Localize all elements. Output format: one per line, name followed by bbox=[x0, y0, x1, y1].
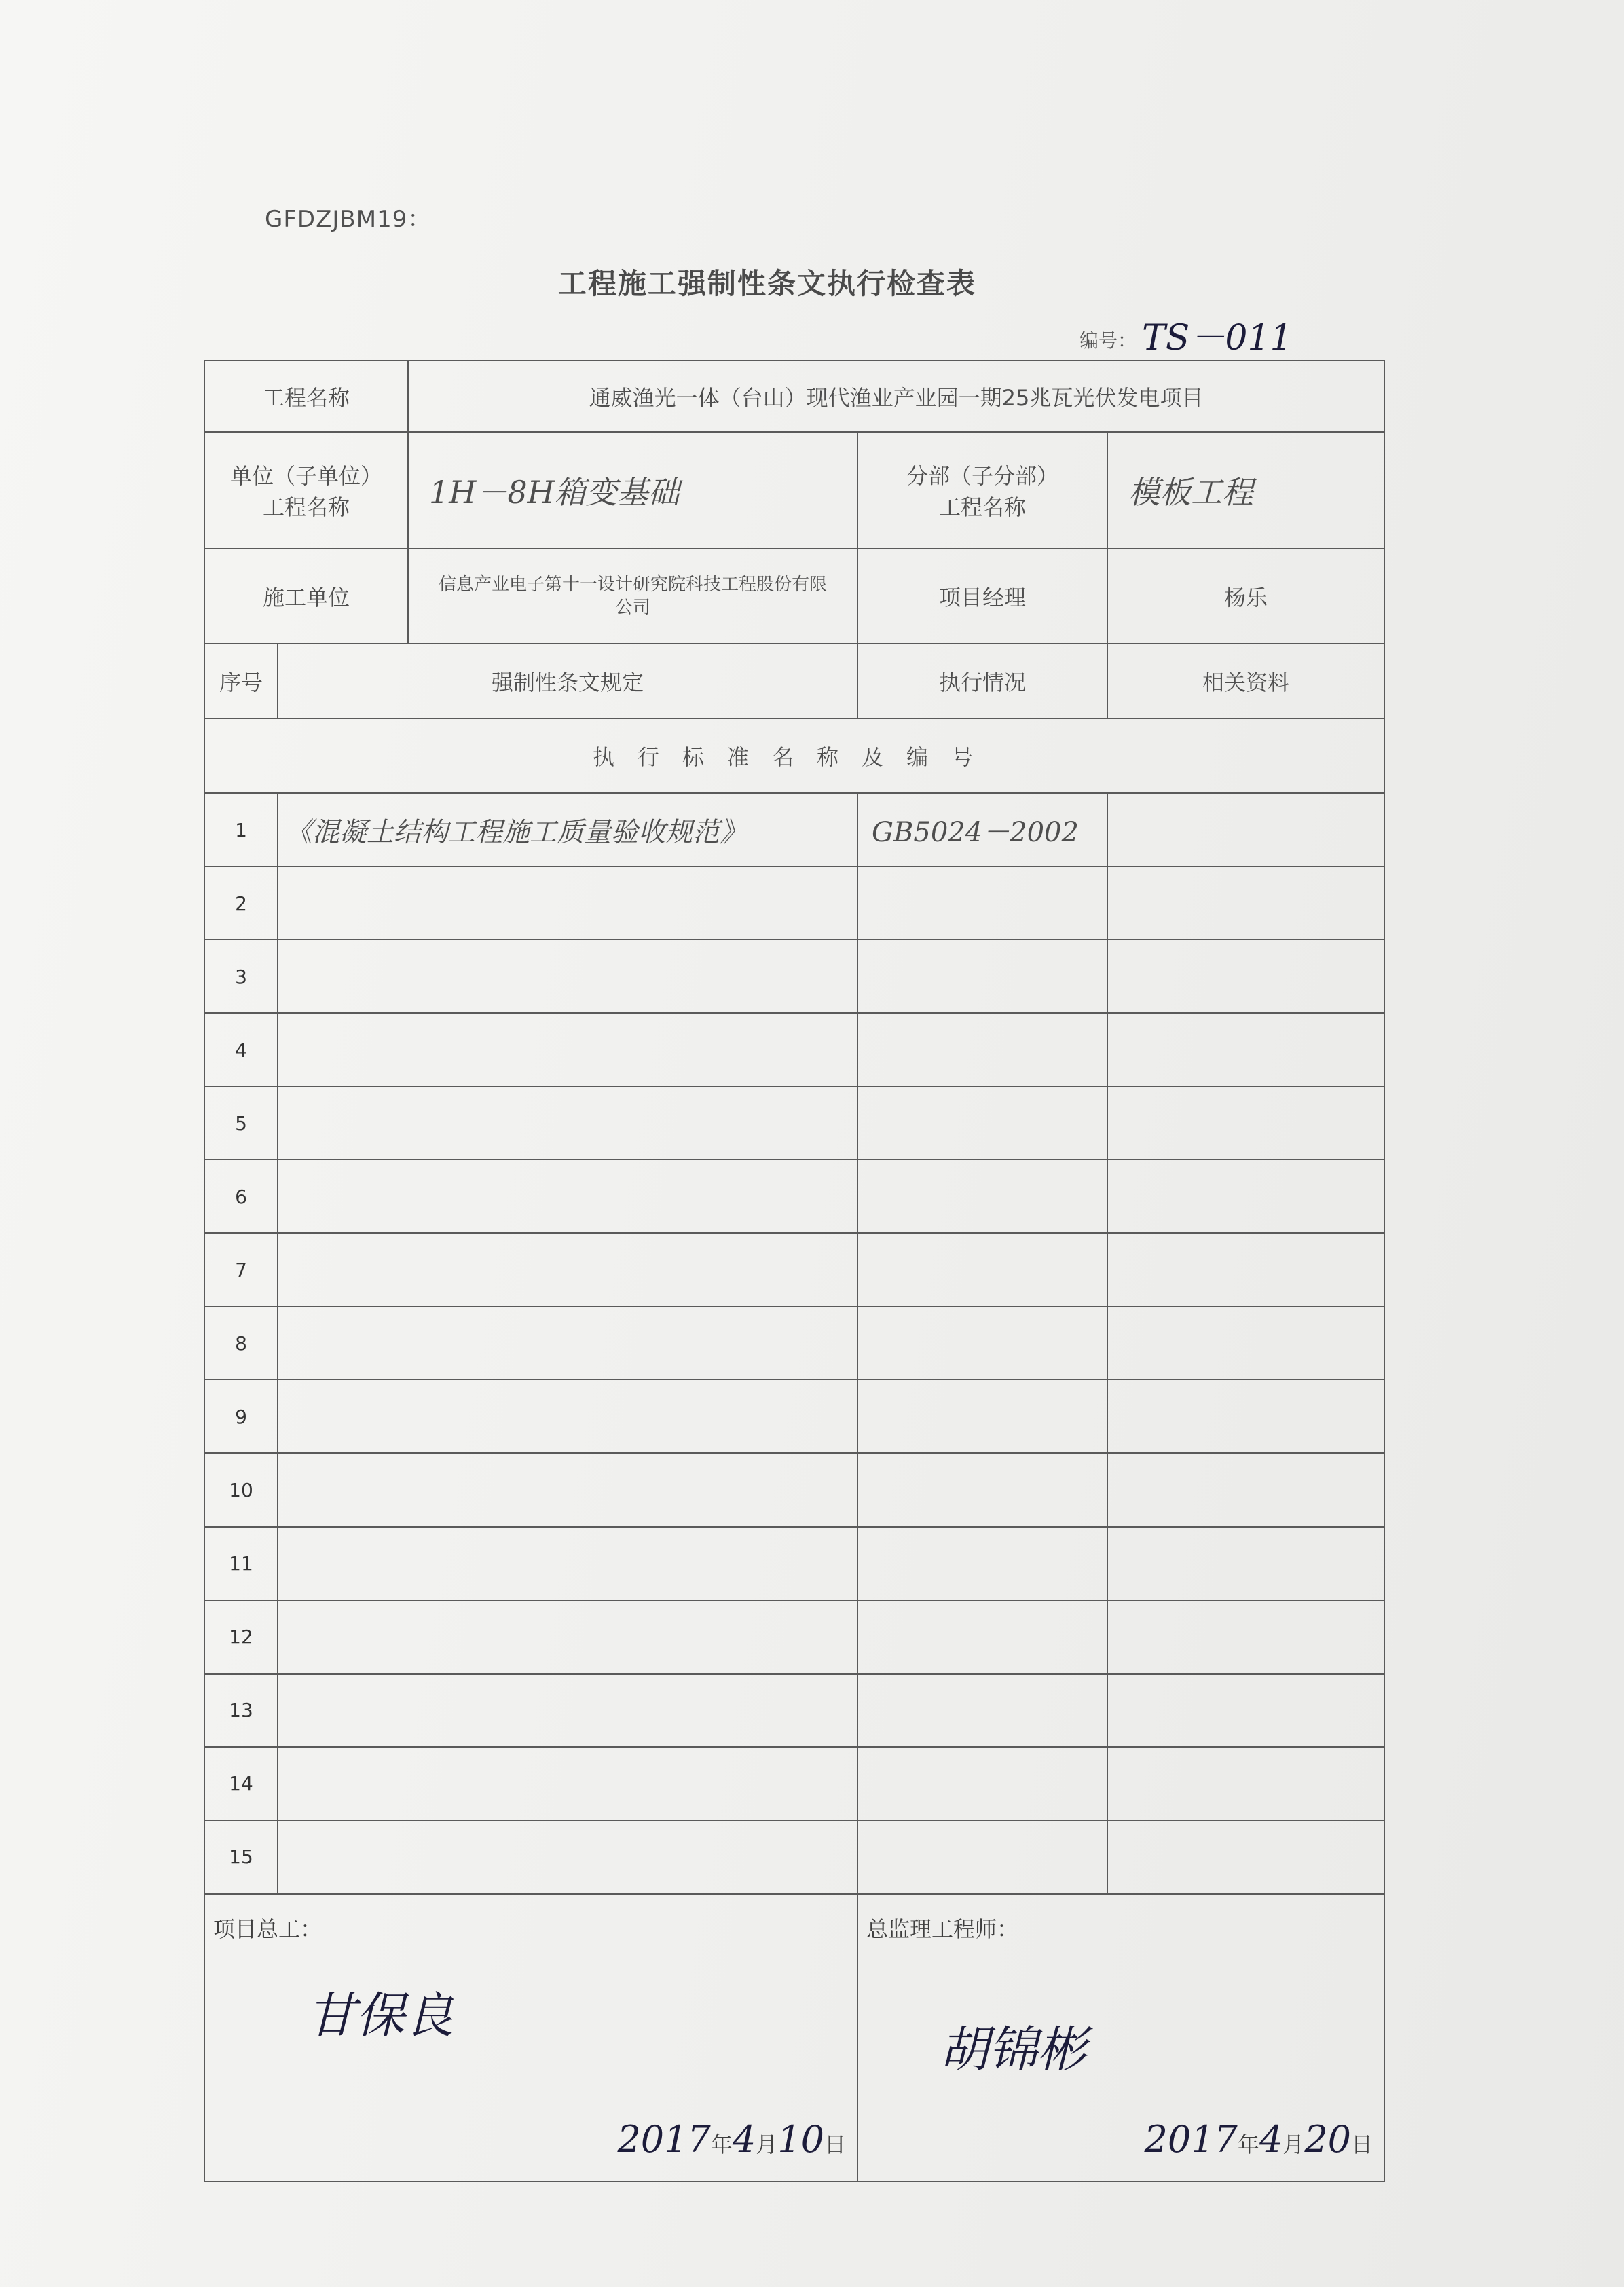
row-number: 7 bbox=[204, 1233, 278, 1306]
standard-row bbox=[204, 1306, 1384, 1380]
standard-name bbox=[278, 1674, 857, 1747]
standard-name bbox=[278, 1306, 857, 1380]
standard-code bbox=[857, 1380, 1107, 1453]
status-header: 执行情况 bbox=[857, 644, 1107, 718]
chief-supervisor-signature bbox=[857, 1894, 1384, 2182]
standard-row bbox=[204, 1674, 1384, 1747]
row-number: 15 bbox=[204, 1821, 278, 1894]
unit-label bbox=[204, 432, 408, 549]
document-number-label: 编号： bbox=[1079, 329, 1137, 352]
standard-name bbox=[278, 940, 857, 1013]
standard-docs bbox=[1107, 1013, 1384, 1086]
chief-engineer-month: 4 bbox=[732, 2118, 756, 2161]
unit-label-line1: 单位（子单位） bbox=[230, 463, 383, 490]
standard-row bbox=[204, 1086, 1384, 1160]
standard-row bbox=[204, 1233, 1384, 1306]
section-title-row bbox=[204, 718, 1384, 793]
row-number: 6 bbox=[204, 1160, 278, 1233]
row-number: 5 bbox=[204, 1086, 278, 1160]
subdivision-label bbox=[857, 432, 1107, 549]
inspection-table bbox=[204, 360, 1385, 2182]
chief-supervisor-day: 20 bbox=[1304, 2118, 1352, 2161]
standard-code bbox=[857, 1453, 1107, 1526]
standard-docs bbox=[1107, 793, 1384, 866]
contractor-label: 施工单位 bbox=[204, 549, 408, 644]
standard-row bbox=[204, 1013, 1384, 1086]
chief-supervisor-month: 4 bbox=[1259, 2118, 1283, 2161]
standard-code bbox=[857, 1747, 1107, 1821]
standard-docs bbox=[1107, 1380, 1384, 1453]
standard-name bbox=[278, 866, 857, 940]
row-number: 2 bbox=[204, 866, 278, 940]
standard-name bbox=[278, 1527, 857, 1600]
standard-docs bbox=[1107, 1527, 1384, 1600]
standard-code bbox=[857, 1821, 1107, 1894]
standard-row bbox=[204, 1160, 1384, 1233]
standard-code bbox=[857, 1306, 1107, 1380]
subdivision-value: 模板工程 bbox=[1107, 432, 1384, 549]
standard-name bbox=[278, 1821, 857, 1894]
row-number: 8 bbox=[204, 1306, 278, 1380]
row-number: 3 bbox=[204, 940, 278, 1013]
standard-name bbox=[278, 1453, 857, 1526]
month-unit: 月 bbox=[756, 2132, 778, 2157]
unit-row bbox=[204, 432, 1384, 549]
project-name-label: 工程名称 bbox=[204, 361, 408, 432]
chief-engineer-year: 2017 bbox=[617, 2118, 711, 2161]
standard-docs bbox=[1107, 1160, 1384, 1233]
standard-docs bbox=[1107, 866, 1384, 940]
standard-code bbox=[857, 1013, 1107, 1086]
manager-value: 杨乐 bbox=[1107, 549, 1384, 644]
row-number: 13 bbox=[204, 1674, 278, 1747]
standard-docs bbox=[1107, 1233, 1384, 1306]
day-unit: 日 bbox=[1351, 2132, 1373, 2157]
day-unit: 日 bbox=[824, 2132, 847, 2157]
standard-row bbox=[204, 1747, 1384, 1821]
standard-name: 《混凝土结构工程施工质量验收规范》 bbox=[278, 793, 857, 866]
standard-row bbox=[204, 1600, 1384, 1674]
row-number: 4 bbox=[204, 1013, 278, 1086]
project-row bbox=[204, 361, 1384, 432]
standard-docs bbox=[1107, 1306, 1384, 1380]
chief-engineer-day: 10 bbox=[777, 2118, 824, 2161]
standard-docs bbox=[1107, 1674, 1384, 1747]
standard-name bbox=[278, 1086, 857, 1160]
document-number-value: TS－011 bbox=[1142, 318, 1293, 359]
seq-header: 序号 bbox=[204, 644, 278, 718]
standard-code bbox=[857, 1674, 1107, 1747]
signature-row bbox=[204, 1894, 1384, 2182]
standard-docs bbox=[1107, 1747, 1384, 1821]
standard-row bbox=[204, 866, 1384, 940]
form-code: GFDZJBM19： bbox=[265, 206, 432, 233]
standard-code bbox=[857, 940, 1107, 1013]
rule-header: 强制性条文规定 bbox=[278, 644, 857, 718]
standard-docs bbox=[1107, 1086, 1384, 1160]
standard-name bbox=[278, 1380, 857, 1453]
standard-code bbox=[857, 1233, 1107, 1306]
standard-row bbox=[204, 793, 1384, 866]
standard-docs bbox=[1107, 1821, 1384, 1894]
standard-name bbox=[278, 1013, 857, 1086]
year-unit: 年 bbox=[1237, 2132, 1259, 2157]
standard-row bbox=[204, 940, 1384, 1013]
row-number: 11 bbox=[204, 1527, 278, 1600]
row-number: 10 bbox=[204, 1453, 278, 1526]
standard-code bbox=[857, 1600, 1107, 1674]
standard-row bbox=[204, 1821, 1384, 1894]
chief-supervisor-name: 胡锦彬 bbox=[940, 2020, 1087, 2078]
chief-supervisor-date bbox=[1144, 2118, 1373, 2161]
standard-name bbox=[278, 1233, 857, 1306]
standard-code bbox=[857, 1527, 1107, 1600]
header-row bbox=[204, 644, 1384, 718]
standard-docs bbox=[1107, 940, 1384, 1013]
document-number bbox=[1079, 309, 1293, 360]
unit-value: 1H－8H箱变基础 bbox=[408, 432, 857, 549]
row-number: 14 bbox=[204, 1747, 278, 1821]
month-unit: 月 bbox=[1282, 2132, 1305, 2157]
standard-row bbox=[204, 1453, 1384, 1526]
form-title: 工程施工强制性条文执行检查表 bbox=[557, 267, 976, 300]
chief-engineer-date bbox=[617, 2118, 846, 2161]
standard-code bbox=[857, 866, 1107, 940]
manager-label: 项目经理 bbox=[857, 549, 1107, 644]
subdivision-label-line2: 工程名称 bbox=[939, 494, 1027, 521]
contractor-value: 信息产业电子第十一设计研究院科技工程股份有限公司 bbox=[408, 549, 857, 644]
standard-code: GB5024－2002 bbox=[857, 793, 1107, 866]
standard-row bbox=[204, 1380, 1384, 1453]
chief-supervisor-label: 总监理工程师： bbox=[866, 1916, 1019, 1942]
standard-name bbox=[278, 1600, 857, 1674]
contractor-row bbox=[204, 549, 1384, 644]
standard-code bbox=[857, 1160, 1107, 1233]
section-title: 执行标准名称及编号 bbox=[204, 718, 1384, 793]
standard-code bbox=[857, 1086, 1107, 1160]
row-number: 9 bbox=[204, 1380, 278, 1453]
unit-label-line2: 工程名称 bbox=[263, 494, 350, 521]
chief-engineer-signature bbox=[204, 1894, 857, 2182]
project-name-value: 通威渔光一体（台山）现代渔业产业园一期25兆瓦光伏发电项目 bbox=[408, 361, 1384, 432]
chief-supervisor-year: 2017 bbox=[1144, 2118, 1238, 2161]
docs-header: 相关资料 bbox=[1107, 644, 1384, 718]
row-number: 12 bbox=[204, 1600, 278, 1674]
standard-name bbox=[278, 1747, 857, 1821]
row-number: 1 bbox=[204, 793, 278, 866]
standard-name bbox=[278, 1160, 857, 1233]
standard-docs bbox=[1107, 1600, 1384, 1674]
chief-engineer-label: 项目总工： bbox=[213, 1916, 322, 1942]
standard-docs bbox=[1107, 1453, 1384, 1526]
subdivision-label-line1: 分部（子分部） bbox=[906, 463, 1059, 490]
standard-row bbox=[204, 1527, 1384, 1600]
year-unit: 年 bbox=[710, 2132, 733, 2157]
chief-engineer-name: 甘保良 bbox=[307, 1986, 454, 2044]
